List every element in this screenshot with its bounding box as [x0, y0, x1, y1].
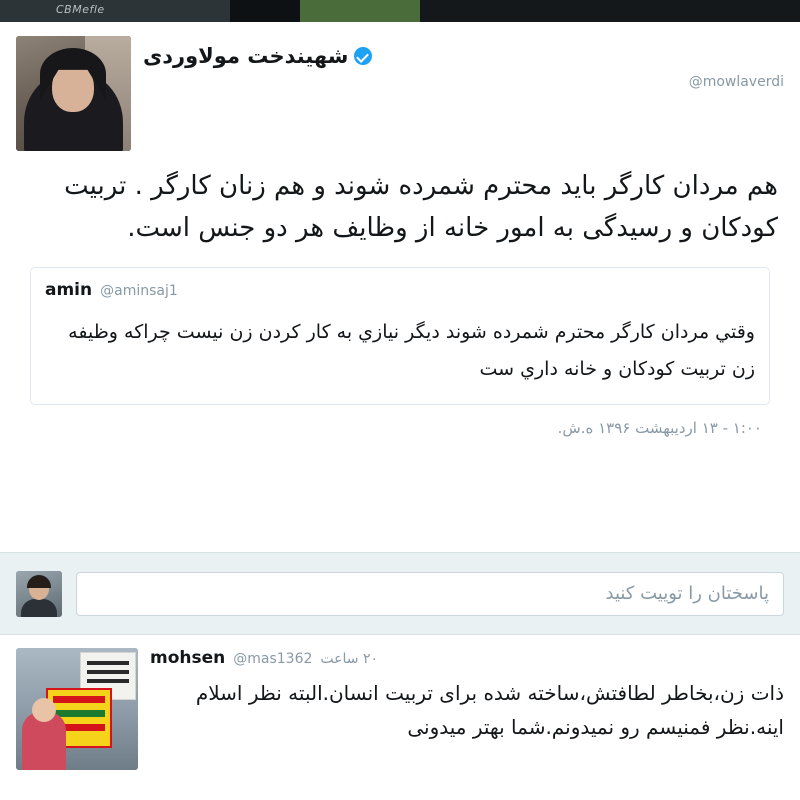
- quoted-handle: @aminsaj1: [100, 283, 178, 300]
- reply-display-name[interactable]: mohsen: [150, 648, 226, 668]
- quoted-tweet-text: وقتي مردان کارگر محترم شمرده شوند دیگر نیازي به کار کردن زن نیست چراکه وظیفه زن تربیت کودکان و خانه داري ست: [68, 321, 755, 381]
- reply-input-placeholder: پاسختان را توییت کنید: [605, 583, 769, 604]
- tweet-timestamp[interactable]: ۱:۰۰ - ۱۳ اردیبهشت ۱۳۹۶ ه.ش.: [557, 419, 762, 438]
- strip-band-left: [0, 0, 230, 22]
- avatar[interactable]: [16, 36, 131, 151]
- composer-avatar[interactable]: [16, 571, 62, 617]
- reply-tweet-row: [16, 648, 784, 770]
- reply-handle[interactable]: @mas1362: [233, 651, 313, 667]
- tweet-author-block: [143, 36, 784, 90]
- quoted-tweet-header: [45, 280, 755, 300]
- top-image-strip: [0, 0, 800, 22]
- sign-line-1: [53, 696, 105, 703]
- author-name-row: [143, 44, 784, 68]
- quoted-display-name: amin: [45, 280, 93, 301]
- strip-band-mid: [230, 0, 300, 22]
- reply-time-ago[interactable]: ۲۰ ساعت: [320, 651, 378, 667]
- tweet-header: [16, 36, 784, 151]
- reply-composer[interactable]: [0, 552, 800, 635]
- strip-logo-text: CBMefle: [56, 3, 105, 16]
- reply-tweet-header: [150, 648, 784, 668]
- sign-line-2: [53, 710, 105, 717]
- tweet-text: هم مردان کارگر باید محترم شمرده شوند و هم زنان کارگر . تربیت کودکان و رسیدگی به امور خانه از وظایف هر دو جنس است.: [64, 171, 778, 244]
- strip-band-green: [300, 0, 420, 22]
- reply-tweet-text: ذات زن،بخاطر لطافتش،ساخته شده برای تربیت انسان.البته نظر اسلام اینه.نظر فمنیسم رو نمیدونم.شما بهتر میدونی: [195, 681, 784, 740]
- author-display-name[interactable]: شهیندخت مولاوردی: [143, 44, 349, 68]
- author-handle[interactable]: @mowlaverdi: [688, 74, 784, 90]
- main-tweet[interactable]: [0, 22, 800, 459]
- reply-avatar-figure: [22, 712, 66, 770]
- quoted-tweet[interactable]: [30, 267, 770, 405]
- verified-badge-icon: [354, 47, 372, 65]
- composer-avatar-body: [21, 599, 57, 617]
- reply-text-column: [150, 648, 784, 745]
- reply-tweet[interactable]: [0, 636, 800, 800]
- strip-band-dark: [420, 0, 800, 22]
- reply-input[interactable]: [76, 572, 784, 616]
- reply-avatar[interactable]: [16, 648, 138, 770]
